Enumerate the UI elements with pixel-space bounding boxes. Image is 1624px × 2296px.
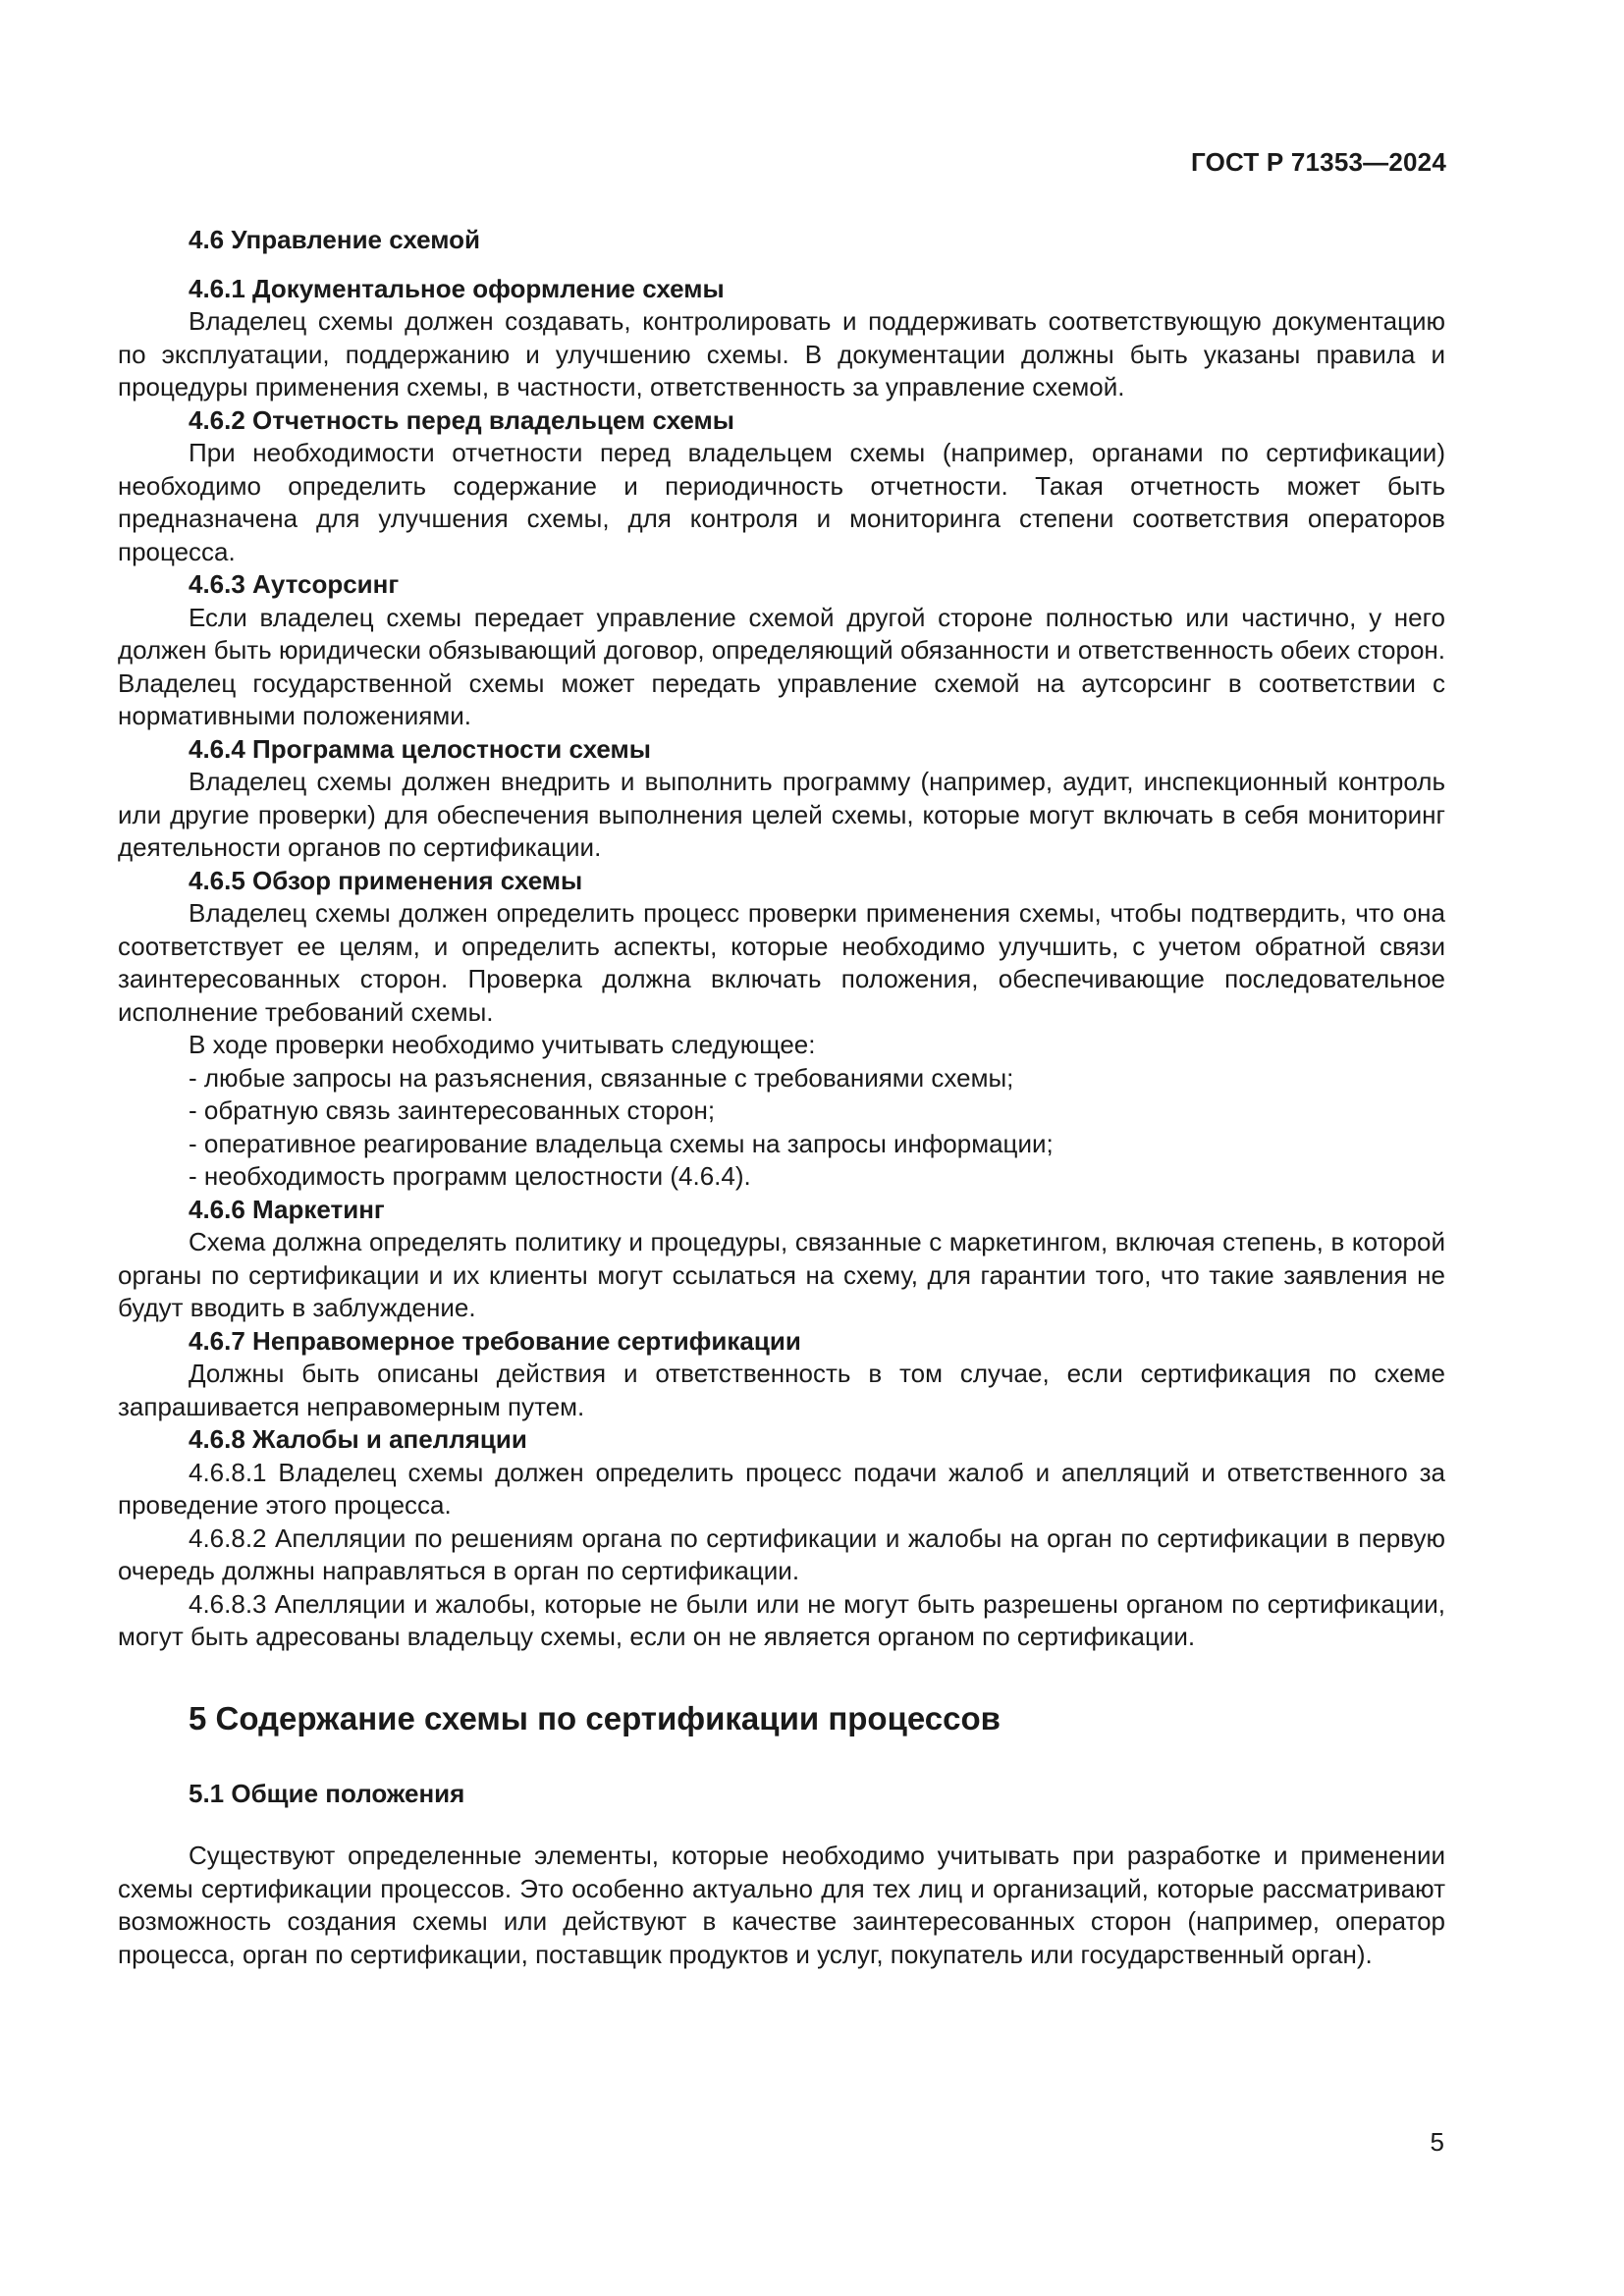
section-4-6-5-text: Владелец схемы должен определить процесс проверки применения схемы, чтобы подтвердить, что она соответствует ее целям, и определить аспекты, которые необходимо улучшить, с учетом обратной связи заинтересованных сторон. Проверка должна включать положения, обеспечивающие последовательное исполнение требований схемы. [118,898,1445,1027]
section-4-6-8-title: 4.6.8 Жалобы и апелляции [189,1424,527,1454]
section-4-6-3-title: 4.6.3 Аутсорсинг [189,569,400,599]
page-number: 5 [1430,2127,1444,2157]
section-5-title: 5 Содержание схемы по сертификации процессов [189,1699,1001,1736]
section-4-6-6-title: 4.6.6 Маркетинг [189,1194,385,1224]
section-4-6-5-title: 4.6.5 Обзор применения схемы [189,865,583,895]
section-5-1-text: Существуют определенные элементы, которые необходимо учитывать при разработке и применении схемы сертификации процессов. Это особенно актуально для тех лиц и организаций, которые рассматривают возможность создания схемы или действуют в качестве заинтересованных сторон (например, оператор процесса, орган по сертификации, поставщик продуктов и услуг, покупатель или государственный орган). [118,1841,1445,1969]
list-item: - оперативное реагирование владельца схемы на запросы информации; [189,1128,1054,1158]
list-item: - обратную связь заинтересованных сторон; [189,1095,716,1125]
section-4-6-4-title: 4.6.4 Программа целостности схемы [189,733,651,764]
section-4-6-title: 4.6 Управление схемой [189,225,481,254]
list-item: - любые запросы на разъяснения, связанные с требованиями схемы; [189,1062,1014,1093]
section-4-6-7-text: Должны быть описаны действия и ответственность в том случае, если сертификация по схеме запрашивается неправомерным путем. [118,1359,1445,1421]
section-4-6-3-text: Если владелец схемы передает управление схемой другой стороне полностью или частично, у него должен быть юридически обязывающий договор, определяющий обязанности и ответственность обеих сторон. Владелец государственной схемы может передать управление схемой на аутсорсинг в соответствии с нормативными положениями. [118,602,1445,730]
section-4-6-1-text: Владелец схемы должен создавать, контролировать и поддерживать соответствующую документацию по эксплуатации, поддержанию и улучшению схемы. В документации должны быть указаны правила и процедуры применения схемы, в частности, ответственность за управление схемой. [118,306,1445,401]
section-4-6-8-1-text: 4.6.8.1 Владелец схемы должен определить процесс подачи жалоб и апелляций и ответственного за проведение этого процесса. [118,1457,1445,1520]
section-4-6-5-intro: В ходе проверки необходимо учитывать следующее: [189,1030,816,1059]
section-4-6-8-2-text: 4.6.8.2 Апелляции по решениям органа по сертификации и жалобы на орган по сертификации в первую очередь должны направляться в орган по сертификации. [118,1522,1445,1585]
page-content [118,224,1445,1971]
section-4-6-2-text: При необходимости отчетности перед владельцем схемы (например, органами по сертификации) необходимо определить содержание и периодичность отчетности. Такая отчетность может быть предназначена для улучшения схемы, для контроля и мониторинга степени соответствия операторов процесса. [118,438,1445,566]
list-item: - необходимость программ целостности (4.6.4). [189,1161,751,1191]
standard-code: ГОСТ Р 71353—2024 [1191,147,1446,177]
section-4-6-8-3-text: 4.6.8.3 Апелляции и жалобы, которые не были или не могут быть разрешены органом по сертификации, могут быть адресованы владельцу схемы, если он не является органом по сертификации. [118,1588,1445,1651]
section-4-6-6-text: Схема должна определять политику и процедуры, связанные с маркетингом, включая степень, в которой органы по сертификации и их клиенты могут ссылаться на схему, для гарантии того, что такие заявления не будут вводить в заблуждение. [118,1227,1445,1322]
section-5-1-title: 5.1 Общие положения [189,1778,465,1808]
section-4-6-1-title: 4.6.1 Документальное оформление схемы [189,273,725,303]
section-4-6-7-title: 4.6.7 Неправомерное требование сертификации [189,1325,801,1356]
section-4-6-4-text: Владелец схемы должен внедрить и выполнить программу (например, аудит, инспекционный контроль или другие проверки) для обеспечения выполнения целей схемы, которые могут включать в себя мониторинг деятельности органов по сертификации. [118,767,1445,862]
section-4-6-2-title: 4.6.2 Отчетность перед владельцем схемы [189,404,734,435]
